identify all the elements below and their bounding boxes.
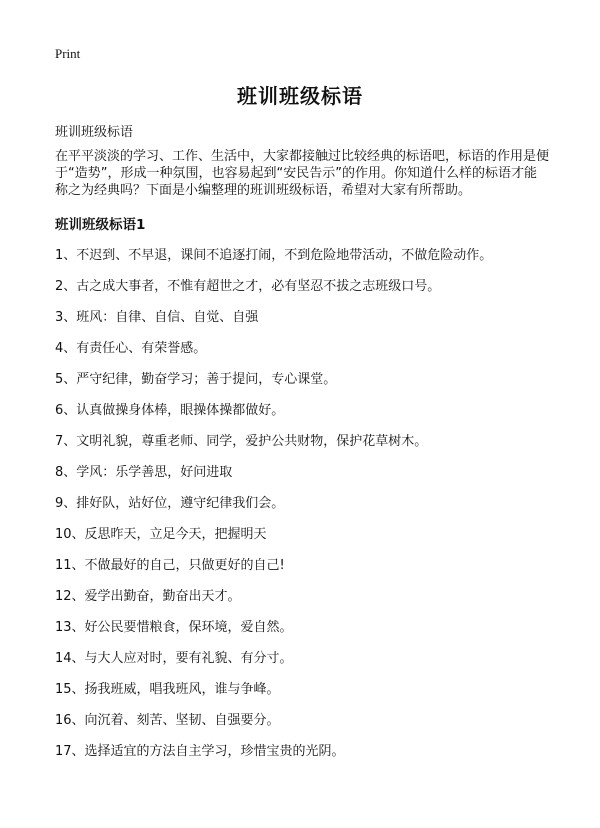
document-subtitle: 班训班级标语 (55, 125, 134, 140)
slogan-list (55, 247, 492, 774)
slogan-item: 6、认真做操身体棒，眼操体操都做好。 (55, 403, 285, 418)
slogan-item: 8、学风：乐学善思，好问进取 (55, 465, 233, 480)
slogan-item: 9、排好队，站好位，遵守纪律我们会。 (55, 496, 285, 511)
slogan-item: 2、古之成大事者，不惟有超世之才，必有坚忍不拔之志班级口号。 (55, 279, 441, 294)
slogan-item: 3、班风：自律、自信、自觉、自强 (55, 310, 259, 325)
slogan-item: 11、不做最好的自己，只做更好的自己! (55, 558, 285, 573)
section-heading: 班训班级标语1 (55, 217, 146, 233)
print-link[interactable]: Print (55, 46, 81, 61)
slogan-item: 14、与大人应对时，要有礼貌、有分寸。 (55, 651, 293, 666)
slogan-item: 16、向沉着、刻苦、坚韧、自强要分。 (55, 713, 280, 728)
slogan-item: 17、选择适宜的方法自主学习，珍惜宝贵的光阴。 (55, 744, 345, 759)
intro-paragraph: 在平平淡淡的学习、工作、生活中，大家都接触过比较经典的标语吧，标语的作用是便于“造势”，形成一种氛围，也容易起到“安民告示”的作用。你知道什么样的标语才能称之为经典吗？下面是小编整理的班训班级标语，希望对大家有所帮助。 (55, 149, 550, 198)
slogan-item: 15、扬我班威，唱我班风，谁与争峰。 (55, 682, 280, 697)
slogan-item: 13、好公民要惜粮食，保环境，爱自然。 (55, 620, 293, 635)
slogan-item: 7、文明礼貌，尊重老师、同学，爱护公共财物，保护花草树木。 (55, 434, 428, 449)
slogan-item: 5、严守纪律，勤奋学习；善于提问，专心课堂。 (55, 372, 337, 387)
page-title: 班训班级标语 (237, 84, 363, 108)
slogan-item: 10、反思昨天，立足今天，把握明天 (55, 527, 267, 542)
slogan-item: 1、不迟到、不早退，课间不追逐打闹，不到危险地带活动，不做危险动作。 (55, 248, 493, 263)
slogan-item: 4、有责任心、有荣誉感。 (55, 341, 207, 356)
slogan-item: 12、爱学出勤奋，勤奋出天才。 (55, 589, 241, 604)
